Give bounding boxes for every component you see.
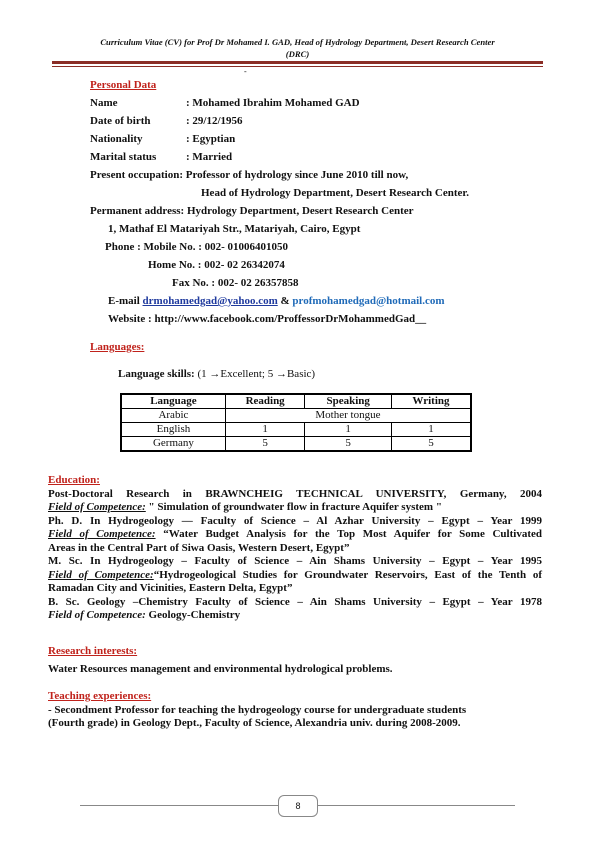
postdoc-competence <box>48 501 542 515</box>
languages-title: Languages: <box>90 341 145 353</box>
header-rule-thick <box>52 61 543 64</box>
cell-mother-tongue: Mother tongue <box>225 409 471 423</box>
occupation-label: Present occupation: <box>90 169 183 181</box>
col-header-reading: Reading <box>225 394 305 409</box>
dob-label: Date of birth <box>90 115 151 127</box>
email-separator: & <box>277 295 293 307</box>
cell-language: English <box>121 423 225 437</box>
language-skills-label: Language skills: <box>118 368 195 380</box>
name-value: : Mohamed Ibrahim Mohamed GAD <box>186 97 360 109</box>
competence-label: Field of Competence: <box>48 568 154 581</box>
cell-speaking: 1 <box>305 423 392 437</box>
occupation-value-2: Head of Hydrology Department, Desert Research Center. <box>201 187 470 199</box>
msc-competence-cont: Ramadan City and Vicinities, Eastern Delta, Egypt” <box>48 582 293 594</box>
table-header-row <box>121 394 471 409</box>
table-row <box>121 437 471 452</box>
col-header-writing: Writing <box>391 394 471 409</box>
language-skills-scale: (1 →Excellent; 5 →Basic) <box>197 368 316 380</box>
education-title: Education: <box>48 474 100 486</box>
bsc-line: B. Sc. Geology –Chemistry Faculty of Science – Ain Shams University – Egypt – Year 1978 <box>48 595 542 608</box>
teaching-section <box>48 690 542 731</box>
footer-rule-left <box>80 805 278 806</box>
occupation-row <box>90 169 408 182</box>
dob-value: : 29/12/1956 <box>186 115 243 127</box>
marital-value: : Married <box>186 151 233 163</box>
teaching-title: Teaching experiences: <box>48 690 152 702</box>
cell-writing: 1 <box>391 423 471 437</box>
research-title: Research interests: <box>48 645 138 657</box>
phone-home: Home No. : 002- 02 26342074 <box>148 259 285 271</box>
table-row <box>121 423 471 437</box>
bsc-competence <box>48 609 542 623</box>
table-row <box>121 409 471 423</box>
email-label: E-mail <box>108 295 140 307</box>
marital-label: Marital status <box>90 151 157 163</box>
address-line-2: 1, Mathaf El Matariyah Str., Matariyah, Cairo, Egypt <box>108 223 361 235</box>
cell-reading: 1 <box>225 423 305 437</box>
cell-reading: 5 <box>225 437 305 452</box>
personal-data-title: Personal Data <box>90 79 157 91</box>
phd-competence <box>48 528 542 542</box>
nationality-value: : Egyptian <box>186 133 236 145</box>
phone-fax: Fax No. : 002- 02 26357858 <box>172 277 299 289</box>
header-line-1: Curriculum Vitae (CV) for Prof Dr Mohamed I. GAD, Head of Hydrology Department, Desert Research Center <box>100 37 495 47</box>
address-row <box>90 205 414 218</box>
col-header-language: Language <box>121 394 225 409</box>
cell-writing: 5 <box>391 437 471 452</box>
address-label: Permanent address: <box>90 205 185 217</box>
competence-text: " Simulation of groundwater flow in fracture Aquifer system " <box>145 501 442 513</box>
email-link-hotmail[interactable]: profmohamedgad@hotmail.com <box>292 295 445 307</box>
competence-text: “Hydrogeological Studies for Groundwater Reservoirs, East of the Tenth of <box>153 568 542 581</box>
teaching-line-2: (Fourth grade) in Geology Dept., Faculty of Science, Alexandria univ. during 2008-2009. <box>48 717 461 729</box>
header-rule-thin <box>52 66 543 67</box>
page-header <box>52 36 543 60</box>
competence-label: Field of Competence: <box>48 609 146 621</box>
website-row[interactable]: Website : http://www.facebook.com/ProffessorDrMohammedGad__ <box>108 313 427 325</box>
research-text: Water Resources management and environmental hydrological problems. <box>48 662 393 675</box>
phone-mobile: Phone : Mobile No. : 002- 01006401050 <box>105 241 289 253</box>
msc-competence <box>48 569 542 583</box>
name-label: Name <box>90 97 118 109</box>
postdoc-line: Post-Doctoral Research in BRAWNCHEIG TECHNICAL UNIVERSITY, Germany, 2004 <box>48 487 542 500</box>
competence-label: Field of Competence: <box>48 528 156 540</box>
email-link-yahoo[interactable]: drmohamedgad@yahoo.com <box>142 295 278 307</box>
languages-title-row <box>90 341 144 354</box>
cell-speaking: 5 <box>305 437 392 452</box>
education-section <box>48 474 542 623</box>
col-header-speaking: Speaking <box>305 394 392 409</box>
language-skills-row <box>118 368 315 381</box>
nationality-row <box>90 133 235 146</box>
nationality-label: Nationality <box>90 133 143 145</box>
footer-rule-right <box>317 805 515 806</box>
marital-row <box>90 151 232 164</box>
header-line-2: (DRC) <box>285 49 310 59</box>
research-section <box>48 645 542 676</box>
stray-mark: - <box>244 67 247 76</box>
cell-language: Germany <box>121 437 225 452</box>
address-value: Hydrology Department, Desert Research Center <box>186 205 414 217</box>
email-row <box>108 295 445 308</box>
language-table <box>120 393 472 452</box>
page-number: 8 <box>278 795 318 817</box>
phd-line: Ph. D. In Hydrogeology — Faculty of Science – Al Azhar University – Egypt – Year 1999 <box>48 514 542 527</box>
cell-language: Arabic <box>121 409 225 423</box>
name-row <box>90 97 360 110</box>
competence-label: Field of Competence: <box>48 501 146 513</box>
teaching-line-1: - Secondment Professor for teaching the hydrogeology course for undergraduate students <box>48 703 467 716</box>
competence-text: Geology-Chemistry <box>145 609 241 621</box>
personal-data-section <box>90 79 156 92</box>
competence-text: “Water Budget Analysis for the Top Most Aquifer for Some Cultivated <box>155 528 542 540</box>
msc-line: M. Sc. In Hydrogeology – Faculty of Science – Ain Shams University – Egypt – Year 1995 <box>48 555 542 567</box>
phd-competence-cont: Areas in the Central Part of Siwa Oasis, Western Desert, Egypt” <box>48 541 350 554</box>
occupation-value: Professor of hydrology since June 2010 till now, <box>185 169 409 181</box>
dob-row <box>90 115 243 128</box>
